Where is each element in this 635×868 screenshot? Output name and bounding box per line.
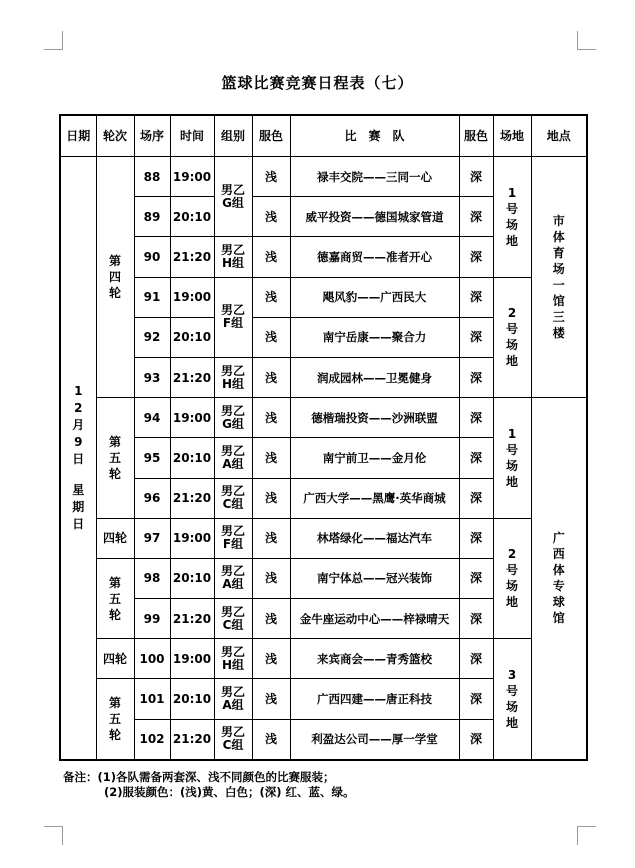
note-line-1: 备注：(1)各队需备两套深、浅不同颜色的比赛服装； — [63, 770, 335, 784]
match-teams: 禄丰交院——三同一心 — [290, 157, 459, 197]
group-cell: 男乙H组 — [214, 357, 252, 397]
color-home: 浅 — [252, 157, 290, 197]
table-row — [60, 518, 587, 558]
date-text: 12月9日 — [72, 383, 85, 466]
group-cell: 男乙G组 — [214, 157, 252, 237]
match-time: 20:10 — [170, 558, 214, 598]
table-row — [60, 277, 587, 317]
match-teams: 来宾商会——青秀篮校 — [290, 639, 459, 679]
group-cell: 男乙H组 — [214, 237, 252, 277]
header-color-away: 服色 — [459, 115, 493, 157]
color-away: 深 — [459, 719, 493, 760]
header-teams: 比 赛 队 — [290, 115, 459, 157]
court-cell: 3号场地 — [493, 639, 531, 760]
group-cell: 男乙F组 — [214, 518, 252, 558]
match-no: 89 — [134, 197, 170, 237]
match-no: 91 — [134, 277, 170, 317]
color-away: 深 — [459, 438, 493, 478]
match-teams: 威平投资——德国城家管道 — [290, 197, 459, 237]
color-home: 浅 — [252, 357, 290, 397]
color-home: 浅 — [252, 438, 290, 478]
match-time: 21:20 — [170, 237, 214, 277]
match-time: 19:00 — [170, 277, 214, 317]
schedule-table — [59, 114, 588, 761]
round-cell: 四轮 — [96, 518, 134, 558]
color-away: 深 — [459, 157, 493, 197]
color-away: 深 — [459, 357, 493, 397]
weekday-text: 星期日 — [72, 482, 85, 531]
match-time: 19:00 — [170, 157, 214, 197]
color-away: 深 — [459, 317, 493, 357]
group-cell: 男乙G组 — [214, 398, 252, 438]
group-cell: 男乙A组 — [214, 679, 252, 719]
match-teams: 德嘉商贸——准者开心 — [290, 237, 459, 277]
color-home: 浅 — [252, 679, 290, 719]
color-home: 浅 — [252, 197, 290, 237]
color-away: 深 — [459, 197, 493, 237]
color-away: 深 — [459, 237, 493, 277]
match-no: 95 — [134, 438, 170, 478]
match-teams: 南宁体总——冠兴装饰 — [290, 558, 459, 598]
match-no: 96 — [134, 478, 170, 518]
round-cell: 第五轮 — [96, 558, 134, 638]
page-title: 篮球比赛竞赛日程表（七） — [221, 74, 414, 92]
color-home: 浅 — [252, 277, 290, 317]
header-court: 场地 — [493, 115, 531, 157]
color-home: 浅 — [252, 719, 290, 760]
color-home: 浅 — [252, 518, 290, 558]
match-no: 92 — [134, 317, 170, 357]
match-no: 88 — [134, 157, 170, 197]
header-date: 日期 — [60, 115, 96, 157]
header-color-home: 服色 — [252, 115, 290, 157]
group-cell: 男乙A组 — [214, 438, 252, 478]
match-no: 94 — [134, 398, 170, 438]
match-time: 19:00 — [170, 398, 214, 438]
court-cell: 2号场地 — [493, 518, 531, 639]
crop-mark-bottom-left — [44, 826, 63, 845]
match-time: 21:20 — [170, 599, 214, 639]
header-time: 时间 — [170, 115, 214, 157]
match-no: 97 — [134, 518, 170, 558]
crop-mark-bottom-right — [577, 826, 596, 845]
court-cell: 1号场地 — [493, 398, 531, 519]
note-line-2: (2)服装颜色：(浅)黄、白色；(深) 红、蓝、绿。 — [104, 785, 355, 799]
match-time: 20:10 — [170, 317, 214, 357]
match-time: 19:00 — [170, 639, 214, 679]
color-away: 深 — [459, 478, 493, 518]
match-time: 21:20 — [170, 478, 214, 518]
crop-mark-top-right — [577, 31, 596, 50]
match-no: 90 — [134, 237, 170, 277]
match-teams: 飓风豹——广西民大 — [290, 277, 459, 317]
match-time: 21:20 — [170, 719, 214, 760]
court-cell: 2号场地 — [493, 277, 531, 398]
match-time: 21:20 — [170, 357, 214, 397]
match-no: 98 — [134, 558, 170, 598]
color-away: 深 — [459, 639, 493, 679]
match-teams: 金牛座运动中心——梓禄晴天 — [290, 599, 459, 639]
match-no: 100 — [134, 639, 170, 679]
match-time: 20:10 — [170, 197, 214, 237]
color-away: 深 — [459, 398, 493, 438]
notes — [63, 770, 355, 800]
color-away: 深 — [459, 277, 493, 317]
match-no: 101 — [134, 679, 170, 719]
header-match-no: 场序 — [134, 115, 170, 157]
header-location: 地点 — [531, 115, 587, 157]
group-cell: 男乙F组 — [214, 277, 252, 357]
match-teams: 德楷瑞投资——沙洲联盟 — [290, 398, 459, 438]
match-teams: 利盈达公司——厚一学堂 — [290, 719, 459, 760]
match-time: 20:10 — [170, 438, 214, 478]
group-cell: 男乙C组 — [214, 478, 252, 518]
match-teams: 林塔绿化——福达汽车 — [290, 518, 459, 558]
color-home: 浅 — [252, 237, 290, 277]
crop-mark-top-left — [44, 31, 63, 50]
round-cell: 第四轮 — [96, 157, 134, 398]
color-away: 深 — [459, 518, 493, 558]
group-cell: 男乙A组 — [214, 558, 252, 598]
date-cell — [60, 157, 96, 760]
match-teams: 南宁前卫——金月伦 — [290, 438, 459, 478]
court-cell: 1号场地 — [493, 157, 531, 278]
color-home: 浅 — [252, 639, 290, 679]
match-teams: 南宁岳康——聚合力 — [290, 317, 459, 357]
match-teams: 广西四建——唐正科技 — [290, 679, 459, 719]
header-group: 组别 — [214, 115, 252, 157]
match-time: 20:10 — [170, 679, 214, 719]
color-home: 浅 — [252, 478, 290, 518]
color-away: 深 — [459, 679, 493, 719]
match-no: 102 — [134, 719, 170, 760]
group-cell: 男乙C组 — [214, 719, 252, 760]
location-cell: 市体育场一馆三楼 — [531, 157, 587, 398]
color-away: 深 — [459, 599, 493, 639]
table-row — [60, 639, 587, 679]
match-no: 99 — [134, 599, 170, 639]
color-home: 浅 — [252, 317, 290, 357]
color-home: 浅 — [252, 558, 290, 598]
group-cell: 男乙C组 — [214, 599, 252, 639]
table-row — [60, 157, 587, 197]
match-teams: 广西大学——黑鹰·英华商城 — [290, 478, 459, 518]
group-cell: 男乙H组 — [214, 639, 252, 679]
match-teams: 润成园林——卫冕健身 — [290, 357, 459, 397]
round-cell: 四轮 — [96, 639, 134, 679]
round-cell: 第五轮 — [96, 679, 134, 760]
table-row — [60, 398, 587, 438]
match-time: 19:00 — [170, 518, 214, 558]
color-home: 浅 — [252, 398, 290, 438]
color-home: 浅 — [252, 599, 290, 639]
round-cell: 第五轮 — [96, 398, 134, 519]
location-cell: 广西体专球馆 — [531, 398, 587, 760]
match-no: 93 — [134, 357, 170, 397]
header-round: 轮次 — [96, 115, 134, 157]
header-row — [60, 115, 587, 157]
color-away: 深 — [459, 558, 493, 598]
